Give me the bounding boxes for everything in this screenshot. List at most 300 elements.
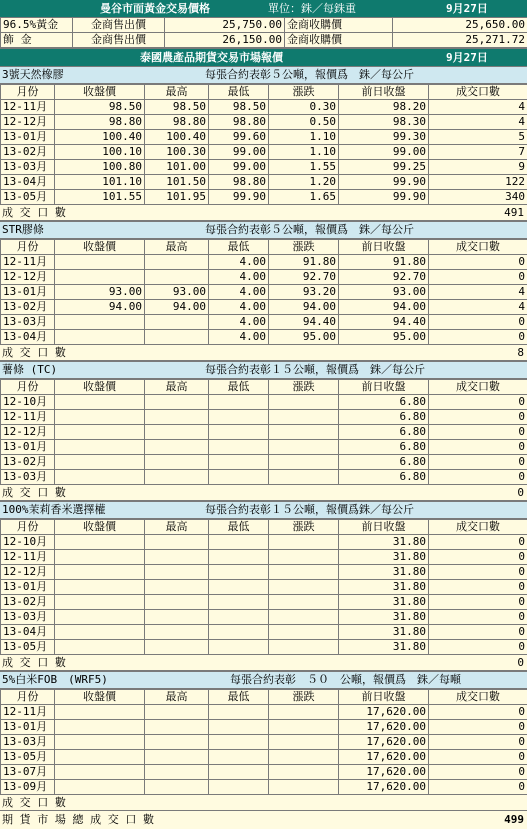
table-row bbox=[1, 750, 527, 765]
column-header: 收盤價 bbox=[55, 380, 145, 395]
table-cell: 31.80 bbox=[339, 580, 429, 595]
section-contract-note: 每張合約表彰５公噸，報價爲 銖／每公斤 bbox=[205, 222, 414, 238]
column-header: 漲跌 bbox=[269, 380, 339, 395]
table-cell bbox=[209, 595, 269, 610]
table-cell: 5 bbox=[429, 130, 527, 145]
table-cell bbox=[209, 610, 269, 625]
table-cell: 7 bbox=[429, 145, 527, 160]
table-cell: 0 bbox=[429, 455, 527, 470]
table-row bbox=[1, 100, 527, 115]
column-header: 漲跌 bbox=[269, 240, 339, 255]
table-cell: 99.90 bbox=[339, 175, 429, 190]
column-header: 成交口數 bbox=[429, 690, 527, 705]
table-cell: 4.00 bbox=[209, 315, 269, 330]
table-cell: 17,620.00 bbox=[339, 705, 429, 720]
table-cell: 4.00 bbox=[209, 270, 269, 285]
table-cell bbox=[55, 765, 145, 780]
table-cell bbox=[145, 315, 209, 330]
table-row bbox=[1, 455, 527, 470]
table-cell bbox=[269, 395, 339, 410]
table-cell bbox=[209, 425, 269, 440]
table-cell: 0 bbox=[429, 625, 527, 640]
table-cell: 0 bbox=[429, 580, 527, 595]
column-header: 最低 bbox=[209, 240, 269, 255]
section-name: STR膠條 bbox=[2, 222, 44, 238]
table-cell: 12-12月 bbox=[1, 115, 55, 130]
table-cell bbox=[55, 625, 145, 640]
table-cell: 31.80 bbox=[339, 595, 429, 610]
table-cell: 100.30 bbox=[145, 145, 209, 160]
table-cell bbox=[55, 750, 145, 765]
quote-table bbox=[0, 689, 527, 795]
gold-header bbox=[0, 0, 527, 17]
table-cell: 1.65 bbox=[269, 190, 339, 205]
column-header: 漲跌 bbox=[269, 85, 339, 100]
table-cell bbox=[209, 455, 269, 470]
table-cell: 17,620.00 bbox=[339, 780, 429, 795]
table-row bbox=[1, 255, 527, 270]
table-cell: 1.55 bbox=[269, 160, 339, 175]
table-cell: 12-12月 bbox=[1, 565, 55, 580]
table-cell bbox=[145, 750, 209, 765]
table-cell: 99.00 bbox=[209, 145, 269, 160]
table-cell: 100.80 bbox=[55, 160, 145, 175]
table-cell: 31.80 bbox=[339, 610, 429, 625]
table-cell bbox=[55, 455, 145, 470]
table-cell: 12-11月 bbox=[1, 550, 55, 565]
section-name: 5%白米FOB (WRF5) bbox=[2, 672, 108, 688]
table-cell: 12-10月 bbox=[1, 535, 55, 550]
table-cell: 0 bbox=[429, 255, 527, 270]
futures-date: 9月27日 bbox=[446, 49, 488, 66]
table-cell bbox=[269, 595, 339, 610]
table-cell bbox=[145, 610, 209, 625]
table-cell: 98.80 bbox=[209, 175, 269, 190]
section-total-value: 0 bbox=[517, 485, 524, 500]
table-cell: 4.00 bbox=[209, 285, 269, 300]
table-cell: 0 bbox=[429, 425, 527, 440]
table-cell bbox=[269, 720, 339, 735]
table-cell: 13-07月 bbox=[1, 765, 55, 780]
table-cell bbox=[269, 780, 339, 795]
gold-row bbox=[1, 33, 527, 48]
table-cell bbox=[145, 705, 209, 720]
table-cell: 0 bbox=[429, 270, 527, 285]
table-cell: 4.00 bbox=[209, 330, 269, 345]
table-cell: 13-01月 bbox=[1, 285, 55, 300]
gold-buy-label: 金商收購價 bbox=[285, 33, 393, 48]
section-contract-note: 每張合約表彰 ５０ 公噸，報價爲 銖／每噸 bbox=[230, 672, 461, 688]
gold-title: 曼谷市面黃金交易價格 bbox=[100, 0, 210, 17]
column-header: 最高 bbox=[145, 240, 209, 255]
table-cell bbox=[209, 750, 269, 765]
table-cell bbox=[55, 315, 145, 330]
table-cell bbox=[55, 470, 145, 485]
column-header: 最低 bbox=[209, 380, 269, 395]
table-cell: 13-03月 bbox=[1, 735, 55, 750]
table-cell: 0 bbox=[429, 640, 527, 655]
table-cell: 4 bbox=[429, 115, 527, 130]
table-cell: 12-12月 bbox=[1, 270, 55, 285]
table-cell: 4 bbox=[429, 300, 527, 315]
table-cell bbox=[269, 440, 339, 455]
table-cell: 99.25 bbox=[339, 160, 429, 175]
section-total-value: 8 bbox=[517, 345, 524, 360]
column-header: 成交口數 bbox=[429, 85, 527, 100]
table-cell: 13-02月 bbox=[1, 455, 55, 470]
table-cell: 6.80 bbox=[339, 410, 429, 425]
section-total-label: 成 交 口 數 bbox=[2, 655, 66, 670]
section-name: 3號天然橡膠 bbox=[2, 67, 64, 83]
column-header: 最低 bbox=[209, 520, 269, 535]
table-row bbox=[1, 130, 527, 145]
gold-buy-value: 25,271.72 bbox=[393, 33, 527, 48]
table-cell: 13-03月 bbox=[1, 470, 55, 485]
table-row bbox=[1, 410, 527, 425]
table-cell bbox=[55, 720, 145, 735]
table-cell: 17,620.00 bbox=[339, 735, 429, 750]
column-header: 收盤價 bbox=[55, 85, 145, 100]
table-cell: 94.00 bbox=[269, 300, 339, 315]
table-cell bbox=[145, 255, 209, 270]
table-cell: 0 bbox=[429, 535, 527, 550]
table-row bbox=[1, 535, 527, 550]
table-cell bbox=[145, 330, 209, 345]
quote-table bbox=[0, 239, 527, 345]
table-cell: 13-04月 bbox=[1, 330, 55, 345]
column-header: 收盤價 bbox=[55, 520, 145, 535]
column-header-row bbox=[1, 85, 527, 100]
section-total bbox=[0, 345, 527, 361]
table-cell bbox=[55, 640, 145, 655]
table-cell bbox=[209, 765, 269, 780]
table-row bbox=[1, 595, 527, 610]
table-cell: 94.40 bbox=[269, 315, 339, 330]
table-cell bbox=[209, 735, 269, 750]
table-cell bbox=[209, 640, 269, 655]
table-cell bbox=[269, 565, 339, 580]
section-total bbox=[0, 485, 527, 501]
table-cell: 4 bbox=[429, 285, 527, 300]
table-cell: 92.70 bbox=[339, 270, 429, 285]
gold-date: 9月27日 bbox=[446, 0, 488, 17]
table-cell: 1.10 bbox=[269, 130, 339, 145]
column-header: 最高 bbox=[145, 690, 209, 705]
table-row bbox=[1, 440, 527, 455]
gold-name: 96.5%黃金 bbox=[1, 18, 73, 33]
table-cell: 13-04月 bbox=[1, 625, 55, 640]
table-row bbox=[1, 315, 527, 330]
table-cell bbox=[145, 535, 209, 550]
table-cell bbox=[145, 440, 209, 455]
table-cell: 95.00 bbox=[339, 330, 429, 345]
table-cell bbox=[145, 395, 209, 410]
table-cell: 92.70 bbox=[269, 270, 339, 285]
table-cell: 1.10 bbox=[269, 145, 339, 160]
table-cell bbox=[269, 610, 339, 625]
column-header: 月份 bbox=[1, 240, 55, 255]
table-row bbox=[1, 115, 527, 130]
table-cell: 31.80 bbox=[339, 550, 429, 565]
table-cell: 101.10 bbox=[55, 175, 145, 190]
table-row bbox=[1, 705, 527, 720]
table-cell bbox=[145, 735, 209, 750]
table-row bbox=[1, 190, 527, 205]
table-cell: 101.50 bbox=[145, 175, 209, 190]
table-cell bbox=[269, 580, 339, 595]
column-header-row bbox=[1, 690, 527, 705]
table-cell: 31.80 bbox=[339, 625, 429, 640]
table-cell: 94.40 bbox=[339, 315, 429, 330]
section-header bbox=[0, 66, 527, 84]
table-cell: 0.30 bbox=[269, 100, 339, 115]
table-cell: 0 bbox=[429, 395, 527, 410]
table-cell: 340 bbox=[429, 190, 527, 205]
table-cell bbox=[145, 765, 209, 780]
table-row bbox=[1, 765, 527, 780]
table-row bbox=[1, 175, 527, 190]
column-header: 最低 bbox=[209, 690, 269, 705]
column-header: 最低 bbox=[209, 85, 269, 100]
table-cell bbox=[269, 410, 339, 425]
table-cell: 13-01月 bbox=[1, 440, 55, 455]
section-name: 薯條 (TC) bbox=[2, 362, 57, 378]
table-cell bbox=[55, 425, 145, 440]
table-cell: 93.00 bbox=[145, 285, 209, 300]
table-row bbox=[1, 550, 527, 565]
table-cell: 98.50 bbox=[209, 100, 269, 115]
table-cell bbox=[55, 410, 145, 425]
section-total-label: 成 交 口 數 bbox=[2, 795, 66, 810]
table-cell: 98.80 bbox=[209, 115, 269, 130]
table-cell: 93.00 bbox=[339, 285, 429, 300]
table-cell bbox=[145, 595, 209, 610]
column-header: 最高 bbox=[145, 380, 209, 395]
table-cell bbox=[55, 780, 145, 795]
table-cell: 91.80 bbox=[269, 255, 339, 270]
column-header: 成交口數 bbox=[429, 520, 527, 535]
gold-sell-label: 金商售出價 bbox=[73, 18, 165, 33]
table-cell: 31.80 bbox=[339, 640, 429, 655]
column-header: 成交口數 bbox=[429, 240, 527, 255]
column-header: 前日收盤 bbox=[339, 240, 429, 255]
gold-sell-value: 26,150.00 bbox=[165, 33, 285, 48]
table-cell bbox=[55, 595, 145, 610]
column-header: 最高 bbox=[145, 85, 209, 100]
table-cell: 13-04月 bbox=[1, 175, 55, 190]
table-row bbox=[1, 470, 527, 485]
table-cell bbox=[209, 780, 269, 795]
section-name: 100%茉莉香米選擇權 bbox=[2, 502, 106, 518]
table-cell bbox=[145, 410, 209, 425]
table-cell: 0 bbox=[429, 565, 527, 580]
table-cell: 0 bbox=[429, 410, 527, 425]
section-total-value: 491 bbox=[504, 205, 524, 220]
column-header-row bbox=[1, 240, 527, 255]
column-header: 月份 bbox=[1, 520, 55, 535]
table-cell bbox=[269, 470, 339, 485]
table-cell: 12-12月 bbox=[1, 425, 55, 440]
table-cell: 13-02月 bbox=[1, 300, 55, 315]
table-row bbox=[1, 625, 527, 640]
table-cell: 95.00 bbox=[269, 330, 339, 345]
section-total-label: 成 交 口 數 bbox=[2, 485, 66, 500]
table-cell: 12-11月 bbox=[1, 705, 55, 720]
table-cell bbox=[145, 550, 209, 565]
table-cell bbox=[209, 470, 269, 485]
table-cell bbox=[209, 410, 269, 425]
table-cell bbox=[209, 580, 269, 595]
table-cell: 4.00 bbox=[209, 255, 269, 270]
section-contract-note: 每張合約表彰１５公噸，報價爲 銖／每公斤 bbox=[205, 362, 425, 378]
table-cell bbox=[209, 550, 269, 565]
table-cell: 13-05月 bbox=[1, 640, 55, 655]
table-cell bbox=[145, 470, 209, 485]
table-cell: 0 bbox=[429, 750, 527, 765]
table-cell: 0 bbox=[429, 550, 527, 565]
section-total-value: 0 bbox=[517, 655, 524, 670]
gold-buy-label: 金商收購價 bbox=[285, 18, 393, 33]
section-header bbox=[0, 501, 527, 519]
table-row bbox=[1, 395, 527, 410]
column-header: 前日收盤 bbox=[339, 690, 429, 705]
column-header-row bbox=[1, 520, 527, 535]
table-cell bbox=[269, 640, 339, 655]
table-cell: 13-03月 bbox=[1, 610, 55, 625]
table-cell bbox=[55, 440, 145, 455]
table-cell: 98.50 bbox=[55, 100, 145, 115]
table-cell bbox=[145, 580, 209, 595]
table-cell: 13-05月 bbox=[1, 750, 55, 765]
futures-header bbox=[0, 48, 527, 66]
table-cell: 13-03月 bbox=[1, 315, 55, 330]
column-header-row bbox=[1, 380, 527, 395]
table-cell: 98.80 bbox=[55, 115, 145, 130]
table-cell: 12-11月 bbox=[1, 100, 55, 115]
futures-sections bbox=[0, 66, 527, 811]
table-cell: 6.80 bbox=[339, 425, 429, 440]
table-cell bbox=[55, 580, 145, 595]
column-header: 月份 bbox=[1, 85, 55, 100]
table-cell: 93.20 bbox=[269, 285, 339, 300]
table-cell: 13-09月 bbox=[1, 780, 55, 795]
table-cell bbox=[209, 565, 269, 580]
table-cell: 6.80 bbox=[339, 455, 429, 470]
column-header: 月份 bbox=[1, 690, 55, 705]
table-row bbox=[1, 330, 527, 345]
table-cell: 101.00 bbox=[145, 160, 209, 175]
section-header bbox=[0, 221, 527, 239]
table-cell: 12-10月 bbox=[1, 395, 55, 410]
gold-sell-value: 25,750.00 bbox=[165, 18, 285, 33]
table-cell: 12-11月 bbox=[1, 255, 55, 270]
table-cell: 0.50 bbox=[269, 115, 339, 130]
column-header: 成交口數 bbox=[429, 380, 527, 395]
table-cell bbox=[145, 455, 209, 470]
table-cell: 13-01月 bbox=[1, 720, 55, 735]
table-cell: 13-03月 bbox=[1, 160, 55, 175]
table-row bbox=[1, 720, 527, 735]
table-cell bbox=[269, 550, 339, 565]
table-row bbox=[1, 270, 527, 285]
section-contract-note: 每張合約表彰１５公噸，報價爲銖／每公斤 bbox=[205, 502, 414, 518]
gold-sell-label: 金商售出價 bbox=[73, 33, 165, 48]
table-cell: 0 bbox=[429, 610, 527, 625]
table-cell bbox=[209, 625, 269, 640]
table-cell: 0 bbox=[429, 315, 527, 330]
table-row bbox=[1, 565, 527, 580]
table-cell: 4.00 bbox=[209, 300, 269, 315]
table-cell: 17,620.00 bbox=[339, 720, 429, 735]
table-cell bbox=[145, 565, 209, 580]
table-cell: 1.20 bbox=[269, 175, 339, 190]
table-cell: 100.40 bbox=[55, 130, 145, 145]
table-cell bbox=[269, 455, 339, 470]
table-cell: 93.00 bbox=[55, 285, 145, 300]
grand-total-label: 期 貨 市 場 總 成 交 口 數 bbox=[2, 811, 154, 829]
quote-table bbox=[0, 379, 527, 485]
table-cell bbox=[55, 535, 145, 550]
table-cell bbox=[55, 255, 145, 270]
table-cell: 99.00 bbox=[209, 160, 269, 175]
table-cell: 98.50 bbox=[145, 100, 209, 115]
table-cell: 0 bbox=[429, 720, 527, 735]
column-header: 前日收盤 bbox=[339, 380, 429, 395]
quote-table bbox=[0, 84, 527, 205]
table-row bbox=[1, 610, 527, 625]
table-cell bbox=[209, 395, 269, 410]
table-cell bbox=[269, 625, 339, 640]
table-cell bbox=[269, 735, 339, 750]
table-cell bbox=[145, 270, 209, 285]
table-row bbox=[1, 580, 527, 595]
table-cell: 99.90 bbox=[209, 190, 269, 205]
table-cell: 9 bbox=[429, 160, 527, 175]
table-cell: 99.60 bbox=[209, 130, 269, 145]
table-cell bbox=[269, 425, 339, 440]
table-cell: 13-01月 bbox=[1, 580, 55, 595]
table-cell: 13-05月 bbox=[1, 190, 55, 205]
gold-name: 飾 金 bbox=[1, 33, 73, 48]
grand-total-value: 499 bbox=[504, 811, 524, 829]
table-cell: 17,620.00 bbox=[339, 750, 429, 765]
table-row bbox=[1, 300, 527, 315]
table-cell bbox=[145, 780, 209, 795]
table-row bbox=[1, 145, 527, 160]
gold-unit: 單位：銖／每銖重 bbox=[268, 0, 356, 17]
table-cell: 94.00 bbox=[55, 300, 145, 315]
table-cell: 13-02月 bbox=[1, 145, 55, 160]
section-total bbox=[0, 205, 527, 221]
section-contract-note: 每張合約表彰５公噸，報價爲 銖／每公斤 bbox=[205, 67, 414, 83]
table-cell: 13-01月 bbox=[1, 130, 55, 145]
table-cell bbox=[55, 565, 145, 580]
table-cell bbox=[55, 395, 145, 410]
table-cell: 94.00 bbox=[145, 300, 209, 315]
table-cell bbox=[145, 640, 209, 655]
gold-table bbox=[0, 17, 527, 48]
table-cell: 0 bbox=[429, 330, 527, 345]
table-cell bbox=[55, 705, 145, 720]
table-cell: 6.80 bbox=[339, 470, 429, 485]
section-total bbox=[0, 655, 527, 671]
table-row bbox=[1, 640, 527, 655]
table-cell: 0 bbox=[429, 765, 527, 780]
gold-row bbox=[1, 18, 527, 33]
table-cell: 31.80 bbox=[339, 535, 429, 550]
section-header bbox=[0, 361, 527, 379]
column-header: 收盤價 bbox=[55, 690, 145, 705]
